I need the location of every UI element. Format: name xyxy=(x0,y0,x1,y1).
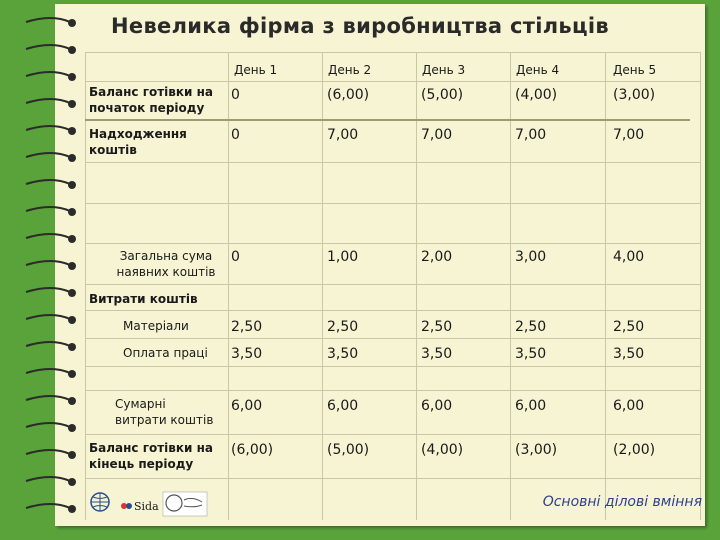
partner-logos xyxy=(88,490,218,520)
table-cell: 1,00 xyxy=(327,249,359,265)
column-header: День 5 xyxy=(613,63,657,77)
table-cell: (6,00) xyxy=(231,442,274,458)
column-header: День 4 xyxy=(516,63,560,77)
table-cell: (3,00) xyxy=(613,87,656,103)
grid-line xyxy=(85,310,700,311)
grid-line xyxy=(85,52,86,520)
section-label: Витрати коштів xyxy=(89,292,198,306)
table-cell: 3,50 xyxy=(231,346,263,362)
table-cell: (4,00) xyxy=(515,87,558,103)
grid-line xyxy=(85,162,700,163)
row-label: Сумарні витрати коштів xyxy=(115,397,214,427)
grid-line xyxy=(85,390,700,391)
table-cell: 6,00 xyxy=(231,398,263,414)
table-cell: 6,00 xyxy=(613,398,645,414)
table-cell: 2,50 xyxy=(421,319,453,335)
grid-line xyxy=(85,52,700,53)
table-cell: 2,50 xyxy=(515,319,547,335)
grid-line xyxy=(85,366,700,367)
row-label: Баланс готівки на початок періоду xyxy=(89,85,214,115)
grid-line xyxy=(85,338,700,339)
grid-line xyxy=(700,52,701,520)
row-label: Надходження коштів xyxy=(89,127,187,157)
grid-line xyxy=(85,478,700,479)
table-cell: 7,00 xyxy=(515,127,547,143)
table-cell: 4,00 xyxy=(613,249,645,265)
table-cell: (4,00) xyxy=(421,442,464,458)
table-cell: 0 xyxy=(231,87,240,103)
sida-logo xyxy=(121,500,159,513)
table-cell: 3,50 xyxy=(613,346,645,362)
grid-line xyxy=(416,52,417,520)
table-cell: 3,50 xyxy=(515,346,547,362)
globe-logo-icon xyxy=(91,493,109,511)
table-cell: 7,00 xyxy=(421,127,453,143)
row-label: Баланс готівки на кінець періоду xyxy=(89,441,214,471)
table-cell: 0 xyxy=(231,127,240,143)
svg-text:Sida: Sida xyxy=(134,500,159,513)
table-cell: 0 xyxy=(231,249,240,265)
table-cell: (5,00) xyxy=(327,442,370,458)
grid-line xyxy=(85,284,700,285)
row-label: Матеріали xyxy=(123,319,189,333)
page-title: Невелика фірма з виробництва стільців xyxy=(111,14,609,38)
grid-line xyxy=(85,434,700,435)
table-cell: 3,50 xyxy=(421,346,453,362)
table-cell: 3,50 xyxy=(327,346,359,362)
table-cell: 2,50 xyxy=(231,319,263,335)
grid-line xyxy=(322,52,323,520)
grid-line xyxy=(85,81,700,82)
table-cell: 2,00 xyxy=(421,249,453,265)
table-cell: 7,00 xyxy=(613,127,645,143)
table-cell: 6,00 xyxy=(327,398,359,414)
row-label: Загальна сума наявних коштів xyxy=(116,249,216,279)
row-separator xyxy=(85,119,690,121)
table-cell: (2,00) xyxy=(613,442,656,458)
table-cell: 6,00 xyxy=(515,398,547,414)
table-cell: 3,00 xyxy=(515,249,547,265)
grid-line xyxy=(85,243,700,244)
table-cell: (5,00) xyxy=(421,87,464,103)
column-header: День 2 xyxy=(328,63,372,77)
grid-line xyxy=(85,203,700,204)
grid-line xyxy=(510,52,511,520)
partner-seal-icon xyxy=(163,492,207,516)
spiral-binding xyxy=(22,8,86,528)
table-cell: 6,00 xyxy=(421,398,453,414)
table-cell: 2,50 xyxy=(613,319,645,335)
table-cell: (6,00) xyxy=(327,87,370,103)
grid-line xyxy=(605,52,606,520)
row-label: Оплата праці xyxy=(123,346,208,360)
table-cell: 7,00 xyxy=(327,127,359,143)
column-header: День 1 xyxy=(234,63,278,77)
table-cell: (3,00) xyxy=(515,442,558,458)
column-header: День 3 xyxy=(422,63,466,77)
table-cell: 2,50 xyxy=(327,319,359,335)
footer-title: Основні ділові вміння xyxy=(542,494,702,510)
